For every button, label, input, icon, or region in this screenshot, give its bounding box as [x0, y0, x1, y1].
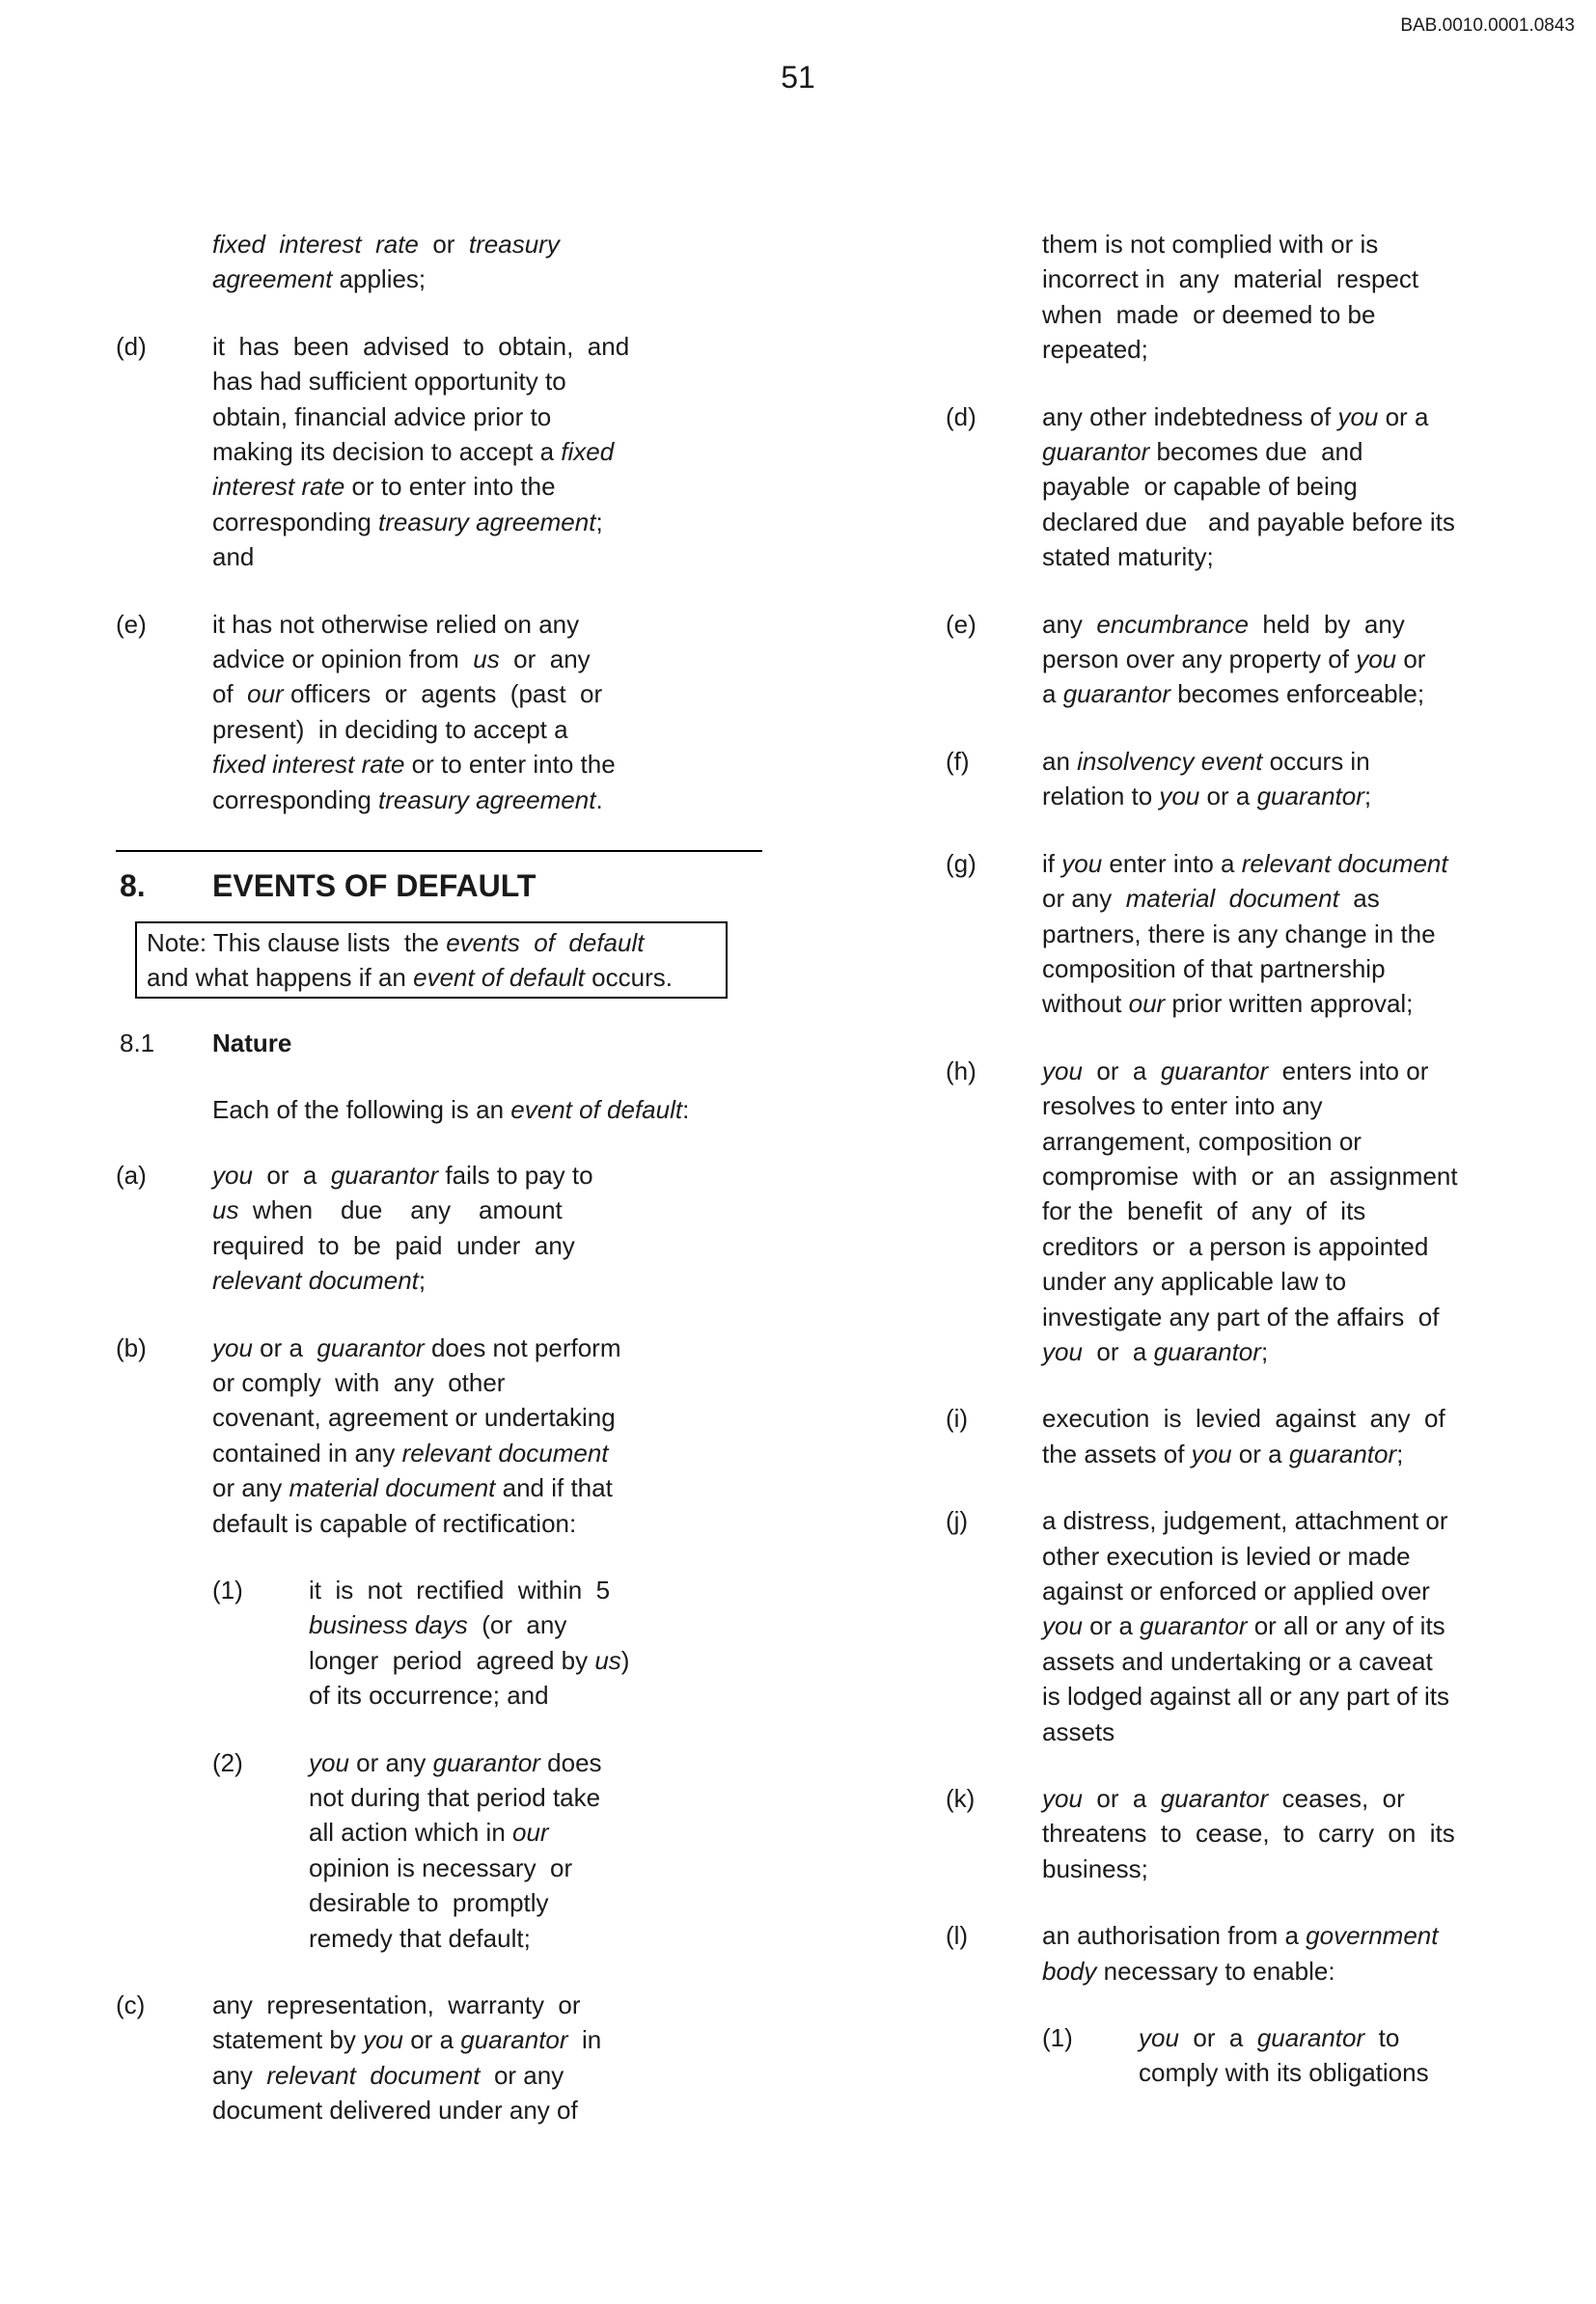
defined-term: guarantor: [1256, 2023, 1365, 2053]
document-id: BAB.0010.0001.0843: [1400, 15, 1575, 36]
item-text: [1042, 1054, 1515, 1370]
defined-term: our: [512, 1818, 549, 1848]
defined-term: you: [1042, 1611, 1083, 1641]
list-item: [946, 1503, 1515, 1749]
defined-term: fixed interest rate: [212, 230, 419, 259]
defined-term: event of default: [510, 1094, 683, 1124]
text-run: occurs in relation to: [1042, 746, 1370, 811]
item-label: (l): [946, 1921, 969, 1951]
item-text: [1042, 1503, 1515, 1749]
item-text: [1042, 399, 1515, 575]
item-text: [212, 329, 762, 575]
defined-term: our: [1128, 989, 1166, 1019]
clause-title: Nature: [212, 1029, 292, 1058]
defined-term: you: [1139, 2023, 1179, 2053]
section-title: EVENTS OF DEFAULT: [212, 868, 537, 904]
item-text: [212, 227, 762, 297]
text-run: opinion is necessary or desirable to promptly remedy that default;: [309, 1852, 573, 1953]
list-item: [946, 1054, 1515, 1370]
list-item: [116, 1988, 762, 2128]
item-label: (d): [946, 401, 977, 431]
sub-item-label: (1): [1042, 2023, 1073, 2053]
defined-term: treasury: [468, 230, 560, 259]
defined-term: you: [212, 1332, 253, 1362]
defined-term: government body: [1042, 1921, 1439, 1986]
text-run: necessary to enable:: [1096, 1956, 1335, 1986]
defined-term: relevant document: [1241, 848, 1448, 878]
list-item: [946, 1781, 1515, 1886]
text-run: in any: [212, 2025, 602, 2090]
text-run: or a: [252, 1160, 331, 1190]
list-item: [946, 607, 1515, 712]
list-item: [116, 1158, 762, 1299]
defined-term: you: [1061, 848, 1103, 878]
item-label: (e): [116, 609, 147, 639]
text-run: ;: [418, 1266, 427, 1296]
text-run: occurs.: [584, 963, 673, 993]
defined-term: you: [309, 1747, 349, 1777]
defined-term: guarantor: [330, 1160, 439, 1190]
left-column: [116, 227, 762, 2160]
defined-term: you: [1042, 1784, 1083, 1814]
text-run: or any: [348, 1747, 433, 1777]
text-run: ) of its occurrence; and: [309, 1645, 630, 1711]
defined-term: encumbrance: [1096, 609, 1249, 639]
text-run: a distress, judgement, attachment or other execution is levied or made against or enforced or applied over: [1042, 1506, 1448, 1605]
defined-term: you: [1042, 1056, 1083, 1085]
item-label: (a): [116, 1160, 147, 1190]
defined-term: guarantor: [1160, 1784, 1269, 1814]
text-run: Note: This clause lists the: [147, 928, 447, 958]
item-text: [1042, 744, 1515, 814]
defined-term: us: [473, 645, 500, 674]
text-run: or any document delivered under any of: [212, 2060, 578, 2126]
defined-term: you: [363, 2025, 403, 2055]
text-run: becomes due and payable or capable of being declared due and payable before its stated maturity;: [1042, 437, 1455, 572]
item-text: [212, 1158, 762, 1299]
defined-term: you: [1191, 1439, 1232, 1468]
text-run: or a: [1082, 1784, 1161, 1814]
text-run: an: [1042, 746, 1078, 776]
defined-term: guarantor: [1256, 782, 1364, 811]
defined-term: guarantor: [1160, 1056, 1269, 1085]
text-run: if: [1042, 848, 1062, 878]
text-run: held by any person over any property of: [1042, 609, 1405, 674]
sub-item-text: [309, 1573, 762, 1714]
item-label: (c): [116, 1990, 146, 2020]
text-run: or a: [403, 2025, 461, 2055]
list-item: [116, 607, 762, 817]
text-run: or a: [252, 1332, 317, 1362]
text-run: and if that default is capable of rectification:: [212, 1473, 613, 1538]
item-text: [212, 607, 762, 817]
text-run: applies;: [332, 264, 427, 294]
text-run: it has not otherwise relied on any advice or opinion from: [212, 609, 580, 674]
text-run: any representation, warranty or statement by: [212, 1990, 581, 2055]
text-run: enter into a: [1102, 848, 1242, 878]
item-label: (j): [946, 1506, 969, 1536]
defined-term: events of default: [446, 928, 645, 958]
defined-term: you: [1159, 782, 1200, 811]
text-run: or a: [1082, 1056, 1161, 1085]
item-text: [1042, 607, 1515, 712]
text-run: it is not rectified within 5: [309, 1575, 611, 1605]
clause-number: 8.1: [120, 1029, 155, 1058]
item-c-continuation: [116, 227, 762, 297]
item-label: (i): [946, 1404, 969, 1434]
defined-term: us: [212, 1195, 239, 1225]
text-run: does not during that period take all action which in: [309, 1747, 602, 1848]
section-heading: [116, 850, 762, 910]
text-run: ;: [1260, 1336, 1269, 1366]
defined-term: fixed interest rate: [212, 750, 405, 780]
text-run: or a: [1385, 401, 1429, 431]
text-run: prior written approval;: [1165, 989, 1414, 1019]
text-run: or a: [1231, 1439, 1289, 1468]
defined-term: treasury agreement: [378, 507, 596, 536]
right-column: [946, 227, 1515, 2123]
defined-term: our: [247, 679, 284, 709]
item-text: [212, 1330, 762, 1541]
text-run: any other indebtedness of: [1042, 401, 1338, 431]
text-run: Each of the following is an: [212, 1094, 511, 1124]
sub-item-text: [309, 1745, 762, 1956]
defined-term: relevant document: [401, 1438, 609, 1467]
list-item: [116, 329, 762, 575]
defined-term: guarantor: [1140, 1611, 1248, 1641]
text-run: or any: [1042, 884, 1113, 914]
text-run: or all or any of its assets and undertaking or a caveat is lodged against all or any part of its assets: [1042, 1611, 1450, 1746]
defined-term: insolvency event: [1077, 746, 1263, 776]
defined-term: material document: [289, 1473, 496, 1503]
clause-heading: [116, 1026, 762, 1060]
item-text: [1042, 227, 1515, 368]
text-run: or: [418, 230, 469, 259]
sub-item: [212, 1573, 762, 1714]
text-run: as partners, there is any change in the composition of that partnership without: [1042, 884, 1436, 1019]
text-run: ;: [1363, 782, 1372, 811]
defined-term: guarantor: [1288, 1439, 1397, 1468]
list-item: [946, 744, 1515, 814]
defined-term: treasury agreement: [378, 784, 596, 814]
defined-term: guarantor: [1062, 679, 1170, 709]
item-text: [1042, 846, 1515, 1022]
text-run: to comply with its obligations: [1139, 2023, 1429, 2088]
text-run: fails to pay to: [445, 1160, 593, 1190]
list-item: [946, 1401, 1515, 1471]
defined-term: relevant document: [266, 2060, 481, 2090]
text-run: ; and: [212, 507, 603, 572]
item-label: (e): [946, 609, 977, 639]
defined-term: guarantor: [460, 2025, 568, 2055]
text-run: (or any longer period agreed by: [309, 1610, 589, 1675]
text-run: does not perform or comply with any other covenant, agreement or undertaking contained in any: [212, 1332, 621, 1467]
defined-term: material document: [1125, 884, 1339, 914]
sub-item-label: (2): [212, 1747, 243, 1777]
text-run: and what happens if an: [147, 963, 406, 993]
text-run: or to enter into the corresponding: [212, 750, 616, 814]
defined-term: fixed interest rate: [212, 437, 615, 502]
text-run: execution is levied against any of the assets of: [1042, 1404, 1445, 1468]
text-run: them is not complied with or is incorrect in any material respect when made or deemed to be repeated;: [1042, 230, 1419, 365]
defined-term: relevant document: [212, 1266, 419, 1296]
text-run: it has been advised to obtain, and has had sufficient opportunity to obtain, financial advice prior to making its decision to accept a: [212, 331, 630, 467]
text-run: or a: [1178, 2023, 1257, 2053]
defined-term: agreement: [212, 264, 333, 294]
item-text: [1042, 1918, 1515, 1989]
text-run: or to enter into the corresponding: [212, 472, 556, 536]
lead-paragraph: [116, 1092, 762, 1127]
text-run: or a: [1082, 1336, 1154, 1366]
defined-term: business days: [309, 1610, 468, 1640]
defined-term: us: [594, 1645, 621, 1675]
text-run: :: [682, 1094, 690, 1124]
text-run: becomes enforceable;: [1170, 679, 1425, 709]
text-run: an authorisation from a: [1042, 1921, 1307, 1951]
defined-term: guarantor: [432, 1747, 540, 1777]
item-label: (b): [116, 1332, 147, 1362]
sub-item: [212, 1745, 762, 1956]
text-run: any: [1042, 609, 1097, 639]
text-run: enters into or resolves to enter into any arrangement, composition or compromise with or an assignment for the benefit of any of its creditors or a person is appointed under any applicable law to investigate any part of the affairs of: [1042, 1056, 1458, 1331]
list-item: [946, 846, 1515, 1022]
list-item: [946, 399, 1515, 575]
text-run: or any: [212, 1473, 283, 1503]
item-text: [212, 1988, 762, 2128]
item-text: [1042, 1781, 1515, 1886]
item-label: (f): [946, 746, 970, 776]
item-label: (d): [116, 331, 147, 361]
item-text: [1042, 1401, 1515, 1471]
list-item: [116, 1330, 762, 1957]
text-run: ;: [1396, 1439, 1404, 1468]
defined-term: you: [1337, 401, 1379, 431]
sub-item: [1042, 2020, 1515, 2091]
text-run: ceases, or threatens to cease, to carry on its business;: [1042, 1784, 1455, 1883]
sub-item-text: [1139, 2020, 1515, 2091]
item-label: (g): [946, 848, 977, 878]
list-item: [946, 1918, 1515, 2091]
item-label: (h): [946, 1056, 977, 1085]
text-run: or a: [1042, 645, 1426, 709]
defined-term: guarantor: [316, 1332, 425, 1362]
text-run: or a: [1199, 782, 1257, 811]
defined-term: guarantor: [1153, 1336, 1261, 1366]
text-run: officers or agents (past or present) in deciding to accept a: [212, 679, 603, 744]
defined-term: you: [1356, 645, 1397, 674]
text-run: .: [595, 784, 603, 814]
item-c-continuation: [946, 227, 1515, 368]
section-number: 8.: [120, 868, 146, 904]
text-run: or a: [1082, 1611, 1141, 1641]
defined-term: you: [212, 1160, 253, 1190]
text-run: or any of: [212, 645, 591, 709]
sub-item-label: (1): [212, 1575, 243, 1605]
text-run: when due any amount required to be paid under any: [212, 1195, 575, 1260]
defined-term: guarantor: [1042, 437, 1150, 467]
note-box: [135, 921, 728, 999]
item-label: (k): [946, 1784, 976, 1814]
defined-term: you: [1042, 1336, 1083, 1366]
defined-term: event of default: [413, 963, 585, 993]
page-number: 51: [781, 60, 815, 95]
